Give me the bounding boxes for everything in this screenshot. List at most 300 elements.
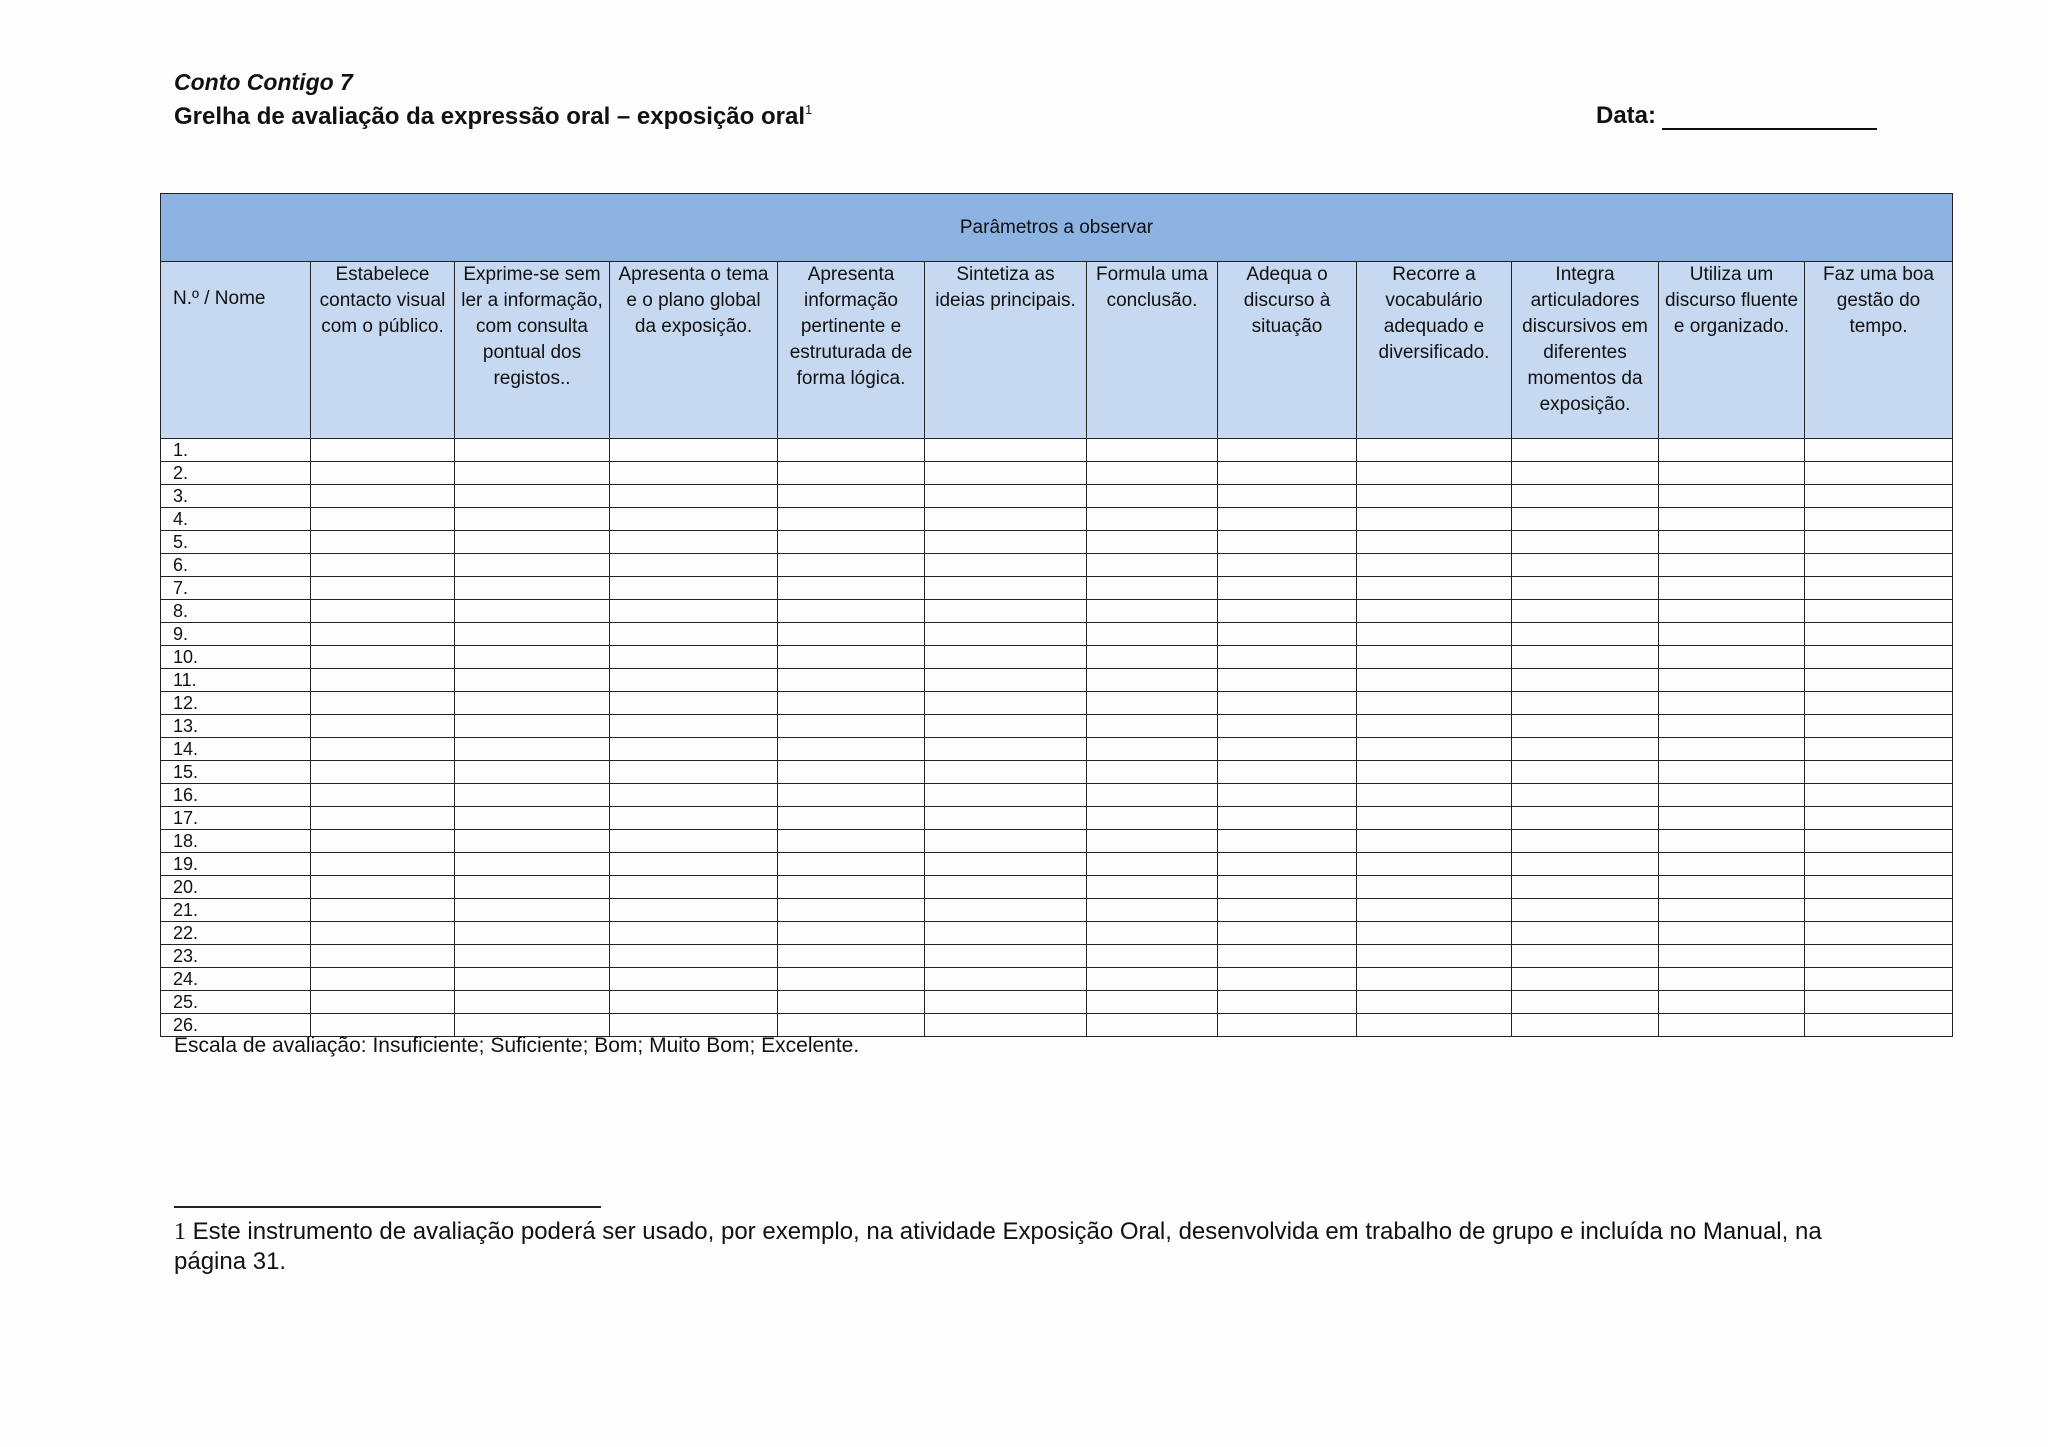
evaluation-cell[interactable] — [1218, 991, 1357, 1014]
evaluation-cell[interactable] — [610, 738, 778, 761]
evaluation-cell[interactable] — [455, 761, 610, 784]
evaluation-cell[interactable] — [1659, 715, 1805, 738]
evaluation-cell[interactable] — [610, 784, 778, 807]
evaluation-cell[interactable] — [311, 531, 455, 554]
evaluation-cell[interactable] — [1512, 922, 1659, 945]
evaluation-cell[interactable] — [1805, 531, 1953, 554]
evaluation-cell[interactable] — [610, 899, 778, 922]
evaluation-cell[interactable] — [311, 462, 455, 485]
evaluation-cell[interactable] — [1218, 807, 1357, 830]
date-blank-line — [1662, 106, 1877, 130]
evaluation-cell[interactable] — [311, 577, 455, 600]
evaluation-cell[interactable] — [1087, 462, 1218, 485]
evaluation-cell[interactable] — [1218, 623, 1357, 646]
evaluation-cell[interactable] — [1512, 669, 1659, 692]
evaluation-cell[interactable] — [778, 922, 925, 945]
evaluation-cell[interactable] — [1805, 968, 1953, 991]
evaluation-cell[interactable] — [1087, 531, 1218, 554]
evaluation-cell[interactable] — [1805, 577, 1953, 600]
evaluation-cell[interactable] — [1512, 945, 1659, 968]
evaluation-cell[interactable] — [1512, 508, 1659, 531]
evaluation-cell[interactable] — [455, 991, 610, 1014]
evaluation-cell[interactable] — [778, 807, 925, 830]
evaluation-cell[interactable] — [311, 876, 455, 899]
evaluation-cell[interactable] — [455, 968, 610, 991]
evaluation-cell[interactable] — [610, 554, 778, 577]
evaluation-cell[interactable] — [1659, 669, 1805, 692]
evaluation-cell[interactable] — [1357, 784, 1512, 807]
evaluation-cell[interactable] — [1512, 485, 1659, 508]
evaluation-cell[interactable] — [1805, 922, 1953, 945]
evaluation-cell[interactable] — [311, 715, 455, 738]
evaluation-cell[interactable] — [455, 485, 610, 508]
parameters-banner: Parâmetros a observar — [161, 194, 1953, 262]
evaluation-cell[interactable] — [1512, 807, 1659, 830]
evaluation-cell[interactable] — [1087, 554, 1218, 577]
evaluation-cell[interactable] — [1357, 508, 1512, 531]
evaluation-cell[interactable] — [610, 830, 778, 853]
evaluation-cell[interactable] — [610, 623, 778, 646]
evaluation-cell[interactable] — [1512, 439, 1659, 462]
evaluation-cell[interactable] — [778, 531, 925, 554]
evaluation-cell[interactable] — [1805, 600, 1953, 623]
evaluation-cell[interactable] — [1218, 899, 1357, 922]
evaluation-cell[interactable] — [1087, 876, 1218, 899]
evaluation-cell[interactable] — [1659, 968, 1805, 991]
evaluation-cell[interactable] — [925, 715, 1087, 738]
evaluation-cell[interactable] — [1659, 807, 1805, 830]
evaluation-cell[interactable] — [1659, 692, 1805, 715]
evaluation-cell[interactable] — [455, 692, 610, 715]
evaluation-cell[interactable] — [1659, 600, 1805, 623]
evaluation-cell[interactable] — [1512, 991, 1659, 1014]
evaluation-cell[interactable] — [1218, 830, 1357, 853]
evaluation-cell[interactable] — [1659, 922, 1805, 945]
evaluation-cell[interactable] — [1805, 646, 1953, 669]
evaluation-cell[interactable] — [925, 761, 1087, 784]
evaluation-cell[interactable] — [1218, 853, 1357, 876]
evaluation-cell[interactable] — [1805, 830, 1953, 853]
evaluation-cell[interactable] — [925, 439, 1087, 462]
evaluation-cell[interactable] — [1218, 738, 1357, 761]
evaluation-cell[interactable] — [1087, 968, 1218, 991]
evaluation-cell[interactable] — [455, 738, 610, 761]
footnote-reference: 1 — [804, 102, 813, 117]
evaluation-cell[interactable] — [1512, 715, 1659, 738]
evaluation-cell[interactable] — [1659, 462, 1805, 485]
evaluation-cell[interactable] — [455, 531, 610, 554]
evaluation-cell[interactable] — [1087, 692, 1218, 715]
evaluation-cell[interactable] — [1512, 623, 1659, 646]
evaluation-cell[interactable] — [455, 876, 610, 899]
evaluation-cell[interactable] — [1087, 1014, 1218, 1037]
evaluation-cell[interactable] — [455, 899, 610, 922]
evaluation-cell[interactable] — [311, 646, 455, 669]
evaluation-cell[interactable] — [610, 692, 778, 715]
row-number: 23. — [161, 945, 311, 968]
evaluation-cell[interactable] — [1805, 876, 1953, 899]
evaluation-cell[interactable] — [1659, 646, 1805, 669]
evaluation-cell[interactable] — [455, 508, 610, 531]
evaluation-cell[interactable] — [1659, 784, 1805, 807]
evaluation-cell[interactable] — [455, 784, 610, 807]
evaluation-cell[interactable] — [1087, 922, 1218, 945]
evaluation-cell[interactable] — [1218, 554, 1357, 577]
evaluation-cell[interactable] — [925, 577, 1087, 600]
evaluation-cell[interactable] — [1218, 600, 1357, 623]
evaluation-cell[interactable] — [925, 991, 1087, 1014]
evaluation-cell[interactable] — [1357, 830, 1512, 853]
evaluation-cell[interactable] — [1218, 692, 1357, 715]
evaluation-cell[interactable] — [1357, 761, 1512, 784]
evaluation-cell[interactable] — [455, 623, 610, 646]
evaluation-cell[interactable] — [925, 531, 1087, 554]
evaluation-cell[interactable] — [1659, 991, 1805, 1014]
evaluation-cell[interactable] — [1218, 945, 1357, 968]
table-row — [161, 991, 1953, 1014]
evaluation-cell[interactable] — [778, 508, 925, 531]
evaluation-cell[interactable] — [778, 853, 925, 876]
evaluation-cell[interactable] — [311, 853, 455, 876]
evaluation-cell[interactable] — [1357, 554, 1512, 577]
evaluation-cell[interactable] — [1659, 508, 1805, 531]
evaluation-cell[interactable] — [778, 968, 925, 991]
evaluation-cell[interactable] — [1357, 853, 1512, 876]
evaluation-cell[interactable] — [1805, 807, 1953, 830]
evaluation-cell[interactable] — [1357, 968, 1512, 991]
evaluation-cell[interactable] — [610, 761, 778, 784]
evaluation-cell[interactable] — [1087, 991, 1218, 1014]
evaluation-cell[interactable] — [1218, 761, 1357, 784]
evaluation-cell[interactable] — [311, 784, 455, 807]
evaluation-cell[interactable] — [311, 899, 455, 922]
evaluation-cell[interactable] — [1512, 1014, 1659, 1037]
evaluation-cell[interactable] — [1357, 485, 1512, 508]
evaluation-cell[interactable] — [1805, 462, 1953, 485]
evaluation-cell[interactable] — [1087, 830, 1218, 853]
evaluation-cell[interactable] — [778, 761, 925, 784]
evaluation-cell[interactable] — [1218, 784, 1357, 807]
evaluation-cell[interactable] — [925, 462, 1087, 485]
evaluation-cell[interactable] — [925, 692, 1087, 715]
evaluation-cell[interactable] — [311, 669, 455, 692]
row-number: 13. — [161, 715, 311, 738]
evaluation-cell[interactable] — [1087, 715, 1218, 738]
evaluation-cell[interactable] — [1805, 1014, 1953, 1037]
evaluation-cell[interactable] — [311, 968, 455, 991]
evaluation-cell[interactable] — [311, 738, 455, 761]
evaluation-cell[interactable] — [1087, 784, 1218, 807]
evaluation-cell[interactable] — [925, 600, 1087, 623]
evaluation-cell[interactable] — [1805, 899, 1953, 922]
criterion-header: Sintetiza as ideias principais. — [925, 262, 1087, 439]
evaluation-cell[interactable] — [610, 922, 778, 945]
evaluation-cell[interactable] — [1357, 876, 1512, 899]
evaluation-cell[interactable] — [1087, 853, 1218, 876]
evaluation-cell[interactable] — [311, 922, 455, 945]
evaluation-cell[interactable] — [1087, 508, 1218, 531]
evaluation-cell[interactable] — [610, 991, 778, 1014]
evaluation-cell[interactable] — [778, 600, 925, 623]
evaluation-cell[interactable] — [1805, 623, 1953, 646]
evaluation-cell[interactable] — [925, 922, 1087, 945]
evaluation-cell[interactable] — [1087, 600, 1218, 623]
table-row — [161, 761, 1953, 784]
evaluation-cell[interactable] — [311, 991, 455, 1014]
evaluation-cell[interactable] — [778, 554, 925, 577]
evaluation-cell[interactable] — [610, 945, 778, 968]
evaluation-cell[interactable] — [1087, 945, 1218, 968]
evaluation-cell[interactable] — [455, 462, 610, 485]
table-row — [161, 876, 1953, 899]
evaluation-cell[interactable] — [1087, 738, 1218, 761]
evaluation-cell[interactable] — [455, 830, 610, 853]
evaluation-cell[interactable] — [1218, 508, 1357, 531]
evaluation-cell[interactable] — [1659, 945, 1805, 968]
evaluation-cell[interactable] — [1087, 577, 1218, 600]
evaluation-cell[interactable] — [311, 761, 455, 784]
evaluation-cell[interactable] — [1218, 968, 1357, 991]
evaluation-cell[interactable] — [778, 830, 925, 853]
evaluation-cell[interactable] — [778, 738, 925, 761]
evaluation-cell[interactable] — [1659, 439, 1805, 462]
evaluation-cell[interactable] — [925, 623, 1087, 646]
evaluation-cell[interactable] — [1659, 876, 1805, 899]
evaluation-cell[interactable] — [1805, 945, 1953, 968]
evaluation-cell[interactable] — [1087, 485, 1218, 508]
evaluation-cell[interactable] — [1659, 830, 1805, 853]
evaluation-cell[interactable] — [778, 577, 925, 600]
evaluation-cell[interactable] — [455, 715, 610, 738]
evaluation-cell[interactable] — [778, 715, 925, 738]
evaluation-cell[interactable] — [778, 646, 925, 669]
evaluation-cell[interactable] — [1357, 531, 1512, 554]
evaluation-cell[interactable] — [1357, 600, 1512, 623]
evaluation-cell[interactable] — [778, 439, 925, 462]
evaluation-cell[interactable] — [455, 945, 610, 968]
evaluation-cell[interactable] — [1805, 439, 1953, 462]
evaluation-cell[interactable] — [778, 991, 925, 1014]
evaluation-cell[interactable] — [1805, 508, 1953, 531]
evaluation-cell[interactable] — [1357, 899, 1512, 922]
evaluation-cell[interactable] — [311, 485, 455, 508]
date-field — [1596, 102, 1877, 130]
evaluation-cell[interactable] — [1659, 485, 1805, 508]
evaluation-cell[interactable] — [1659, 623, 1805, 646]
evaluation-cell[interactable] — [1218, 439, 1357, 462]
evaluation-cell[interactable] — [311, 554, 455, 577]
evaluation-cell[interactable] — [778, 669, 925, 692]
evaluation-cell[interactable] — [1512, 554, 1659, 577]
subtitle-text: Grelha de avaliação da expressão oral – exposição oral — [174, 103, 805, 130]
evaluation-cell[interactable] — [925, 853, 1087, 876]
evaluation-cell[interactable] — [925, 876, 1087, 899]
evaluation-cell[interactable] — [778, 623, 925, 646]
evaluation-cell[interactable] — [1357, 646, 1512, 669]
evaluation-cell[interactable] — [925, 738, 1087, 761]
evaluation-cell[interactable] — [1218, 531, 1357, 554]
evaluation-cell[interactable] — [925, 807, 1087, 830]
evaluation-cell[interactable] — [1357, 462, 1512, 485]
evaluation-cell[interactable] — [1659, 853, 1805, 876]
evaluation-cell[interactable] — [925, 646, 1087, 669]
evaluation-cell[interactable] — [925, 508, 1087, 531]
evaluation-cell[interactable] — [1805, 485, 1953, 508]
evaluation-cell[interactable] — [1512, 853, 1659, 876]
evaluation-cell[interactable] — [1512, 876, 1659, 899]
evaluation-cell[interactable] — [1659, 531, 1805, 554]
evaluation-cell[interactable] — [925, 784, 1087, 807]
evaluation-cell[interactable] — [1218, 1014, 1357, 1037]
evaluation-cell[interactable] — [610, 853, 778, 876]
evaluation-cell[interactable] — [1659, 761, 1805, 784]
evaluation-cell[interactable] — [1087, 669, 1218, 692]
evaluation-cell[interactable] — [1805, 784, 1953, 807]
evaluation-cell[interactable] — [1218, 485, 1357, 508]
evaluation-cell[interactable] — [610, 531, 778, 554]
evaluation-cell[interactable] — [1357, 692, 1512, 715]
evaluation-cell[interactable] — [1805, 669, 1953, 692]
evaluation-cell[interactable] — [1659, 899, 1805, 922]
evaluation-cell[interactable] — [1512, 600, 1659, 623]
evaluation-cell[interactable] — [925, 899, 1087, 922]
evaluation-cell[interactable] — [610, 485, 778, 508]
evaluation-cell[interactable] — [1805, 738, 1953, 761]
evaluation-cell[interactable] — [455, 600, 610, 623]
evaluation-cell[interactable] — [1512, 577, 1659, 600]
evaluation-cell[interactable] — [1357, 623, 1512, 646]
evaluation-cell[interactable] — [1512, 462, 1659, 485]
evaluation-cell[interactable] — [311, 830, 455, 853]
evaluation-cell[interactable] — [1218, 462, 1357, 485]
evaluation-cell[interactable] — [610, 600, 778, 623]
evaluation-cell[interactable] — [925, 1014, 1087, 1037]
evaluation-cell[interactable] — [1512, 646, 1659, 669]
evaluation-cell[interactable] — [455, 577, 610, 600]
evaluation-cell[interactable] — [455, 853, 610, 876]
evaluation-cell[interactable] — [610, 577, 778, 600]
evaluation-cell[interactable] — [1218, 669, 1357, 692]
evaluation-cell[interactable] — [610, 508, 778, 531]
evaluation-cell[interactable] — [1087, 439, 1218, 462]
evaluation-cell[interactable] — [1805, 991, 1953, 1014]
evaluation-cell[interactable] — [925, 968, 1087, 991]
evaluation-cell[interactable] — [1659, 738, 1805, 761]
evaluation-cell[interactable] — [1218, 876, 1357, 899]
evaluation-cell[interactable] — [455, 439, 610, 462]
evaluation-cell[interactable] — [455, 646, 610, 669]
evaluation-cell[interactable] — [1357, 738, 1512, 761]
evaluation-cell[interactable] — [925, 830, 1087, 853]
evaluation-cell[interactable] — [455, 922, 610, 945]
document-subtitle — [174, 102, 812, 131]
evaluation-cell[interactable] — [1805, 761, 1953, 784]
evaluation-cell[interactable] — [455, 554, 610, 577]
table-row — [161, 738, 1953, 761]
evaluation-cell[interactable] — [610, 462, 778, 485]
evaluation-cell[interactable] — [1805, 692, 1953, 715]
evaluation-cell[interactable] — [610, 876, 778, 899]
evaluation-cell[interactable] — [1659, 577, 1805, 600]
evaluation-cell[interactable] — [925, 554, 1087, 577]
evaluation-cell[interactable] — [1357, 669, 1512, 692]
evaluation-cell[interactable] — [1218, 646, 1357, 669]
evaluation-cell[interactable] — [925, 945, 1087, 968]
evaluation-cell[interactable] — [610, 439, 778, 462]
evaluation-cell[interactable] — [1357, 577, 1512, 600]
evaluation-cell[interactable] — [1357, 439, 1512, 462]
evaluation-cell[interactable] — [778, 784, 925, 807]
evaluation-cell[interactable] — [1512, 784, 1659, 807]
evaluation-cell[interactable] — [1512, 692, 1659, 715]
evaluation-cell[interactable] — [1512, 899, 1659, 922]
evaluation-cell[interactable] — [311, 945, 455, 968]
evaluation-cell[interactable] — [1512, 830, 1659, 853]
evaluation-cell[interactable] — [1218, 577, 1357, 600]
evaluation-cell[interactable] — [455, 669, 610, 692]
evaluation-cell[interactable] — [610, 715, 778, 738]
evaluation-cell[interactable] — [1659, 1014, 1805, 1037]
evaluation-cell[interactable] — [610, 669, 778, 692]
table-row — [161, 853, 1953, 876]
evaluation-cell[interactable] — [1087, 646, 1218, 669]
evaluation-cell[interactable] — [1805, 554, 1953, 577]
evaluation-cell[interactable] — [1357, 922, 1512, 945]
evaluation-cell[interactable] — [311, 439, 455, 462]
evaluation-cell[interactable] — [1512, 738, 1659, 761]
evaluation-cell[interactable] — [778, 899, 925, 922]
evaluation-cell[interactable] — [1512, 761, 1659, 784]
table-row — [161, 439, 1953, 462]
evaluation-cell[interactable] — [1357, 991, 1512, 1014]
evaluation-cell[interactable] — [311, 508, 455, 531]
evaluation-cell[interactable] — [1357, 715, 1512, 738]
evaluation-cell[interactable] — [778, 945, 925, 968]
evaluation-cell[interactable] — [311, 623, 455, 646]
evaluation-cell[interactable] — [610, 968, 778, 991]
evaluation-cell[interactable] — [1357, 807, 1512, 830]
evaluation-cell[interactable] — [1805, 715, 1953, 738]
evaluation-cell[interactable] — [925, 669, 1087, 692]
evaluation-cell[interactable] — [1087, 899, 1218, 922]
criterion-header: Estabelece contacto visual com o público. — [311, 262, 455, 439]
evaluation-cell[interactable] — [778, 692, 925, 715]
evaluation-cell[interactable] — [610, 646, 778, 669]
evaluation-cell[interactable] — [1087, 807, 1218, 830]
evaluation-cell[interactable] — [311, 692, 455, 715]
evaluation-cell[interactable] — [1218, 922, 1357, 945]
evaluation-cell[interactable] — [1512, 531, 1659, 554]
evaluation-cell[interactable] — [1659, 554, 1805, 577]
evaluation-cell[interactable] — [610, 807, 778, 830]
evaluation-cell[interactable] — [778, 462, 925, 485]
evaluation-cell[interactable] — [1087, 623, 1218, 646]
evaluation-cell[interactable] — [455, 807, 610, 830]
evaluation-cell[interactable] — [1512, 968, 1659, 991]
evaluation-cell[interactable] — [1805, 853, 1953, 876]
evaluation-cell[interactable] — [925, 485, 1087, 508]
evaluation-cell[interactable] — [311, 807, 455, 830]
table-row — [161, 968, 1953, 991]
evaluation-cell[interactable] — [1357, 1014, 1512, 1037]
evaluation-cell[interactable] — [1357, 945, 1512, 968]
evaluation-cell[interactable] — [311, 600, 455, 623]
evaluation-cell[interactable] — [1087, 761, 1218, 784]
footnote-divider — [174, 1206, 601, 1208]
evaluation-cell[interactable] — [778, 485, 925, 508]
evaluation-cell[interactable] — [778, 876, 925, 899]
evaluation-cell[interactable] — [1218, 715, 1357, 738]
